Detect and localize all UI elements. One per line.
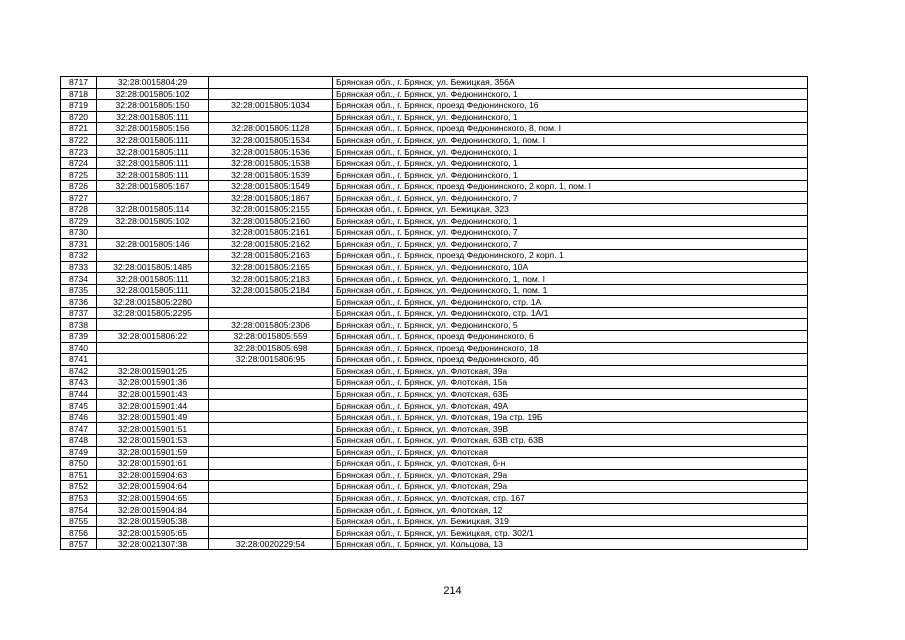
parcel-number-cell: 32:28:0015805:114 (97, 204, 209, 216)
row-number-cell: 8723 (61, 146, 97, 158)
address-cell: Брянская обл., г. Брянск, ул. Федюнинского, 1, пом. I (333, 134, 808, 146)
table-row (61, 111, 808, 123)
address-cell: Брянская обл., г. Брянск, ул. Федюнинского, 5 (333, 319, 808, 331)
building-number-cell: 32:28:0015805:2306 (209, 319, 333, 331)
address-cell: Брянская обл., г. Брянск, ул. Флотская, стр. 167 (333, 492, 808, 504)
table-row (61, 273, 808, 285)
table-row (61, 88, 808, 100)
table-row (61, 123, 808, 135)
parcel-number-cell (97, 354, 209, 366)
address-cell: Брянская обл., г. Брянск, ул. Федюнинского, 1 (333, 88, 808, 100)
building-number-cell: 32:28:0015805:2163 (209, 250, 333, 262)
table-row (61, 388, 808, 400)
row-number-cell: 8733 (61, 261, 97, 273)
building-number-cell: 32:28:0015806:95 (209, 354, 333, 366)
row-number-cell: 8735 (61, 284, 97, 296)
table-row (61, 319, 808, 331)
row-number-cell: 8738 (61, 319, 97, 331)
building-number-cell: 32:28:0015805:1534 (209, 134, 333, 146)
building-number-cell (209, 400, 333, 412)
address-cell: Брянская обл., г. Брянск, ул. Федюнинского, стр. 1А/1 (333, 307, 808, 319)
address-cell: Брянская обл., г. Брянск, ул. Федюнинского, 7 (333, 227, 808, 239)
table-row (61, 146, 808, 158)
address-cell: Брянская обл., г. Брянск, ул. Бежицкая, 319 (333, 515, 808, 527)
parcel-number-cell (97, 192, 209, 204)
address-cell: Брянская обл., г. Брянск, ул. Бежицкая, 356А (333, 77, 808, 89)
row-number-cell: 8720 (61, 111, 97, 123)
table-row (61, 365, 808, 377)
address-cell: Брянская обл., г. Брянск, ул. Федюнинского, 1 (333, 157, 808, 169)
row-number-cell: 8730 (61, 227, 97, 239)
row-number-cell: 8744 (61, 388, 97, 400)
table-row (61, 227, 808, 239)
row-number-cell: 8752 (61, 481, 97, 493)
address-cell: Брянская обл., г. Брянск, проезд Федюнинского, 8, пом. I (333, 123, 808, 135)
parcel-number-cell: 32:28:0015805:167 (97, 180, 209, 192)
row-number-cell: 8749 (61, 446, 97, 458)
parcel-number-cell: 32:28:0015904:64 (97, 481, 209, 493)
building-number-cell: 32:28:0015805:2165 (209, 261, 333, 273)
parcel-number-cell (97, 319, 209, 331)
row-number-cell: 8719 (61, 100, 97, 112)
row-number-cell: 8757 (61, 538, 97, 550)
address-cell: Брянская обл., г. Брянск, ул. Флотская, 39а (333, 365, 808, 377)
building-number-cell: 32:28:0015805:2161 (209, 227, 333, 239)
parcel-number-cell: 32:28:0015901:43 (97, 388, 209, 400)
row-number-cell: 8728 (61, 204, 97, 216)
parcel-number-cell: 32:28:0015805:111 (97, 284, 209, 296)
address-cell: Брянская обл., г. Брянск, ул. Федюнинского, 7 (333, 192, 808, 204)
parcel-number-cell: 32:28:0015805:102 (97, 88, 209, 100)
row-number-cell: 8727 (61, 192, 97, 204)
address-cell: Брянская обл., г. Брянск, ул. Федюнинского, 1 (333, 215, 808, 227)
row-number-cell: 8722 (61, 134, 97, 146)
building-number-cell: 32:28:0015805:2160 (209, 215, 333, 227)
building-number-cell: 32:28:0015805:1539 (209, 169, 333, 181)
table-body (61, 77, 808, 550)
address-cell: Брянская обл., г. Брянск, проезд Федюнинского, 16 (333, 100, 808, 112)
row-number-cell: 8740 (61, 342, 97, 354)
address-cell: Брянская обл., г. Брянск, ул. Федюнинского, стр. 1А (333, 296, 808, 308)
address-cell: Брянская обл., г. Брянск, ул. Флотская, б-н (333, 458, 808, 470)
table-row (61, 169, 808, 181)
table-row (61, 492, 808, 504)
building-number-cell (209, 388, 333, 400)
parcel-number-cell: 32:28:0015901:51 (97, 423, 209, 435)
address-cell: Брянская обл., г. Брянск, ул. Флотская, 29а (333, 469, 808, 481)
row-number-cell: 8746 (61, 411, 97, 423)
address-cell: Брянская обл., г. Брянск, ул. Федюнинского, 1, пом. I (333, 273, 808, 285)
table-row (61, 458, 808, 470)
table-row (61, 307, 808, 319)
building-number-cell (209, 527, 333, 539)
parcel-number-cell: 32:28:0015905:65 (97, 527, 209, 539)
table-row (61, 100, 808, 112)
address-cell: Брянская обл., г. Брянск, ул. Флотская, 39В (333, 423, 808, 435)
table-row (61, 134, 808, 146)
parcel-number-cell: 32:28:0015901:61 (97, 458, 209, 470)
building-number-cell (209, 423, 333, 435)
address-cell: Брянская обл., г. Брянск, ул. Федюнинского, 1 (333, 111, 808, 123)
parcel-number-cell: 32:28:0015901:44 (97, 400, 209, 412)
parcel-number-cell (97, 342, 209, 354)
building-number-cell (209, 77, 333, 89)
table-row (61, 284, 808, 296)
address-cell: Брянская обл., г. Брянск, ул. Флотская, 29а (333, 481, 808, 493)
table-row (61, 400, 808, 412)
parcel-number-cell (97, 227, 209, 239)
row-number-cell: 8732 (61, 250, 97, 262)
address-cell: Брянская обл., г. Брянск, ул. Бежицкая, стр. 302/1 (333, 527, 808, 539)
parcel-number-cell: 32:28:0015805:156 (97, 123, 209, 135)
parcel-number-cell: 32:28:0015805:111 (97, 134, 209, 146)
building-number-cell (209, 296, 333, 308)
parcel-number-cell: 32:28:0015804:29 (97, 77, 209, 89)
row-number-cell: 8756 (61, 527, 97, 539)
building-number-cell (209, 307, 333, 319)
row-number-cell: 8726 (61, 180, 97, 192)
address-cell: Брянская обл., г. Брянск, ул. Кольцова, 13 (333, 538, 808, 550)
building-number-cell (209, 481, 333, 493)
table-row (61, 261, 808, 273)
table-row (61, 157, 808, 169)
building-number-cell: 32:28:0020229:54 (209, 538, 333, 550)
parcel-number-cell: 32:28:0015805:2295 (97, 307, 209, 319)
row-number-cell: 8741 (61, 354, 97, 366)
parcel-number-cell: 32:28:0015805:111 (97, 111, 209, 123)
building-number-cell: 32:28:0015805:1538 (209, 157, 333, 169)
address-cell: Брянская обл., г. Брянск, проезд Федюнинского, 18 (333, 342, 808, 354)
row-number-cell: 8737 (61, 307, 97, 319)
row-number-cell: 8753 (61, 492, 97, 504)
parcel-number-cell: 32:28:0015905:38 (97, 515, 209, 527)
row-number-cell: 8748 (61, 434, 97, 446)
address-cell: Брянская обл., г. Брянск, ул. Флотская, 15а (333, 377, 808, 389)
address-cell: Брянская обл., г. Брянск, проезд Федюнинского, 2 корп. 1 (333, 250, 808, 262)
table-row (61, 238, 808, 250)
table-row (61, 342, 808, 354)
row-number-cell: 8747 (61, 423, 97, 435)
building-number-cell (209, 492, 333, 504)
parcel-number-cell: 32:28:0015805:111 (97, 146, 209, 158)
parcel-number-cell: 32:28:0015901:59 (97, 446, 209, 458)
building-number-cell: 32:28:0015805:1536 (209, 146, 333, 158)
row-number-cell: 8734 (61, 273, 97, 285)
row-number-cell: 8755 (61, 515, 97, 527)
table-row (61, 250, 808, 262)
row-number-cell: 8717 (61, 77, 97, 89)
address-cell: Брянская обл., г. Брянск, ул. Федюнинского, 1 (333, 169, 808, 181)
parcel-number-cell: 32:28:0015805:146 (97, 238, 209, 250)
page-number: 214 (443, 585, 462, 597)
parcel-number-cell: 32:28:0015904:63 (97, 469, 209, 481)
address-cell: Брянская обл., г. Брянск, проезд Федюнинского, 6 (333, 331, 808, 343)
building-number-cell: 32:28:0015805:559 (209, 331, 333, 343)
table-row (61, 204, 808, 216)
address-cell: Брянская обл., г. Брянск, ул. Федюнинского, 1, пом. 1 (333, 284, 808, 296)
row-number-cell: 8718 (61, 88, 97, 100)
row-number-cell: 8751 (61, 469, 97, 481)
row-number-cell: 8721 (61, 123, 97, 135)
table-row (61, 527, 808, 539)
building-number-cell: 32:28:0015805:1034 (209, 100, 333, 112)
address-cell: Брянская обл., г. Брянск, проезд Федюнинского, 4б (333, 354, 808, 366)
table-row (61, 296, 808, 308)
address-cell: Брянская обл., г. Брянск, ул. Флотская, 49А (333, 400, 808, 412)
building-number-cell: 32:28:0015805:2183 (209, 273, 333, 285)
parcel-number-cell: 32:28:0015901:53 (97, 434, 209, 446)
address-cell: Брянская обл., г. Брянск, ул. Федюнинского, 7 (333, 238, 808, 250)
address-cell: Брянская обл., г. Брянск, ул. Бежицкая, 323 (333, 204, 808, 216)
parcel-number-cell: 32:28:0015805:111 (97, 273, 209, 285)
row-number-cell: 8739 (61, 331, 97, 343)
table-row (61, 446, 808, 458)
parcel-number-cell: 32:28:0015805:2280 (97, 296, 209, 308)
table-row (61, 377, 808, 389)
table-row (61, 331, 808, 343)
address-cell: Брянская обл., г. Брянск, ул. Федюнинского, 10А (333, 261, 808, 273)
building-number-cell (209, 469, 333, 481)
table-row (61, 354, 808, 366)
building-number-cell: 32:28:0015805:1867 (209, 192, 333, 204)
building-number-cell: 32:28:0015805:1128 (209, 123, 333, 135)
address-cell: Брянская обл., г. Брянск, ул. Флотская, 63Б (333, 388, 808, 400)
parcel-number-cell: 32:28:0015805:150 (97, 100, 209, 112)
building-number-cell (209, 434, 333, 446)
building-number-cell: 32:28:0015805:2184 (209, 284, 333, 296)
building-number-cell: 32:28:0015805:1549 (209, 180, 333, 192)
parcel-number-cell: 32:28:0015805:111 (97, 157, 209, 169)
building-number-cell (209, 504, 333, 516)
building-number-cell (209, 88, 333, 100)
building-number-cell (209, 377, 333, 389)
table-row (61, 423, 808, 435)
row-number-cell: 8743 (61, 377, 97, 389)
building-number-cell (209, 515, 333, 527)
parcel-number-cell (97, 250, 209, 262)
building-number-cell (209, 411, 333, 423)
parcel-number-cell: 32:28:0015805:102 (97, 215, 209, 227)
table-row (61, 538, 808, 550)
address-cell: Брянская обл., г. Брянск, ул. Флотская, 19а стр. 19Б (333, 411, 808, 423)
table-row (61, 192, 808, 204)
row-number-cell: 8745 (61, 400, 97, 412)
building-number-cell (209, 365, 333, 377)
row-number-cell: 8754 (61, 504, 97, 516)
address-cell: Брянская обл., г. Брянск, ул. Флотская, 63В стр. 63В (333, 434, 808, 446)
row-number-cell: 8750 (61, 458, 97, 470)
table-row (61, 469, 808, 481)
parcel-number-cell: 32:28:0015805:111 (97, 169, 209, 181)
table-row (61, 77, 808, 89)
parcel-number-cell: 32:28:0021307:38 (97, 538, 209, 550)
table-row (61, 481, 808, 493)
table-row (61, 180, 808, 192)
address-cell: Брянская обл., г. Брянск, ул. Флотская, 12 (333, 504, 808, 516)
building-number-cell: 32:28:0015805:698 (209, 342, 333, 354)
address-cell: Брянская обл., г. Брянск, проезд Федюнинского, 2 корп. 1, пом. I (333, 180, 808, 192)
row-number-cell: 8736 (61, 296, 97, 308)
address-cell: Брянская обл., г. Брянск, ул. Флотская (333, 446, 808, 458)
parcel-number-cell: 32:28:0015904:84 (97, 504, 209, 516)
parcel-number-cell: 32:28:0015806:22 (97, 331, 209, 343)
building-number-cell (209, 458, 333, 470)
row-number-cell: 8724 (61, 157, 97, 169)
parcel-number-cell: 32:28:0015901:49 (97, 411, 209, 423)
row-number-cell: 8742 (61, 365, 97, 377)
row-number-cell: 8731 (61, 238, 97, 250)
table-row (61, 434, 808, 446)
table-row (61, 215, 808, 227)
table-row (61, 515, 808, 527)
table-row (61, 504, 808, 516)
table-row (61, 411, 808, 423)
building-number-cell: 32:28:0015805:2162 (209, 238, 333, 250)
building-number-cell (209, 446, 333, 458)
row-number-cell: 8729 (61, 215, 97, 227)
parcel-number-cell: 32:28:0015805:1485 (97, 261, 209, 273)
building-number-cell (209, 111, 333, 123)
parcel-number-cell: 32:28:0015901:36 (97, 377, 209, 389)
parcel-number-cell: 32:28:0015904:65 (97, 492, 209, 504)
registry-table (60, 76, 808, 550)
parcel-number-cell: 32:28:0015901:25 (97, 365, 209, 377)
building-number-cell: 32:28:0015805:2155 (209, 204, 333, 216)
row-number-cell: 8725 (61, 169, 97, 181)
address-cell: Брянская обл., г. Брянск, ул. Федюнинского, 1 (333, 146, 808, 158)
